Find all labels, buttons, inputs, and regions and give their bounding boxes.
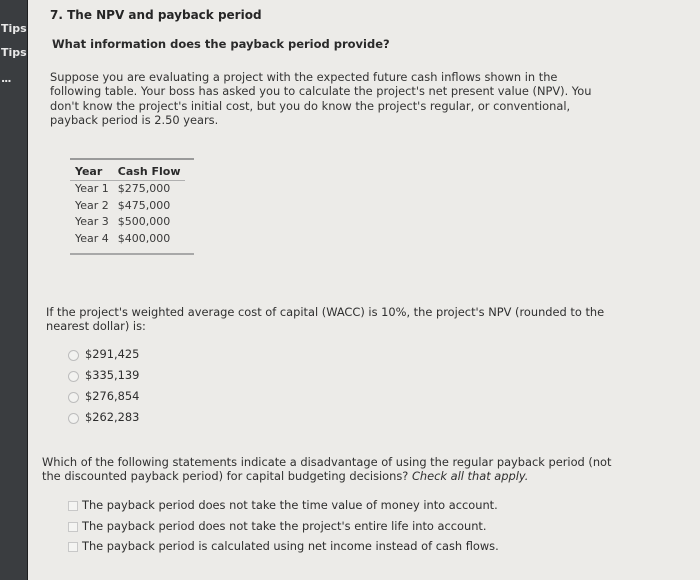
disadvantage-option-label: The payback period is calculated using net income instead of cash flows. (82, 539, 499, 553)
disadvantage-option-label: The payback period does not take the project's entire life into account. (82, 518, 487, 533)
tips-tab-secondary[interactable]: Tips (1, 46, 27, 59)
more-tab[interactable]: ... (1, 72, 11, 85)
problem-description: Suppose you are evaluating a project with the expected future cash inflows shown in the following table. Your boss has asked you to calculate the project's net present value (NPV). You don't know the project's initial cost, but you do know the project's regular, or conventional, payback period is 2.50 years. (50, 70, 592, 127)
problem-content (28, 0, 700, 580)
table-header-row (70, 164, 185, 181)
year-cell: Year 3 (75, 215, 109, 229)
checkbox[interactable] (68, 522, 78, 532)
checkbox[interactable] (68, 501, 78, 511)
section-question: What information does the payback period provide? (52, 37, 390, 51)
problem-title: 7. The NPV and payback period (50, 8, 262, 22)
table-top-rule (70, 158, 194, 160)
cash-flow-cell: $500,000 (117, 215, 171, 229)
cash-flow-table (70, 158, 194, 255)
radio-button[interactable] (68, 350, 79, 361)
radio-button[interactable] (68, 392, 79, 403)
table-row (70, 198, 185, 215)
table-row (70, 231, 185, 248)
cash-flow-cell: $400,000 (117, 231, 171, 245)
disadvantage-question-prompt (42, 455, 632, 484)
tips-sidebar (0, 0, 28, 580)
radio-button[interactable] (68, 371, 79, 382)
cash-flow-cell: $475,000 (117, 198, 171, 212)
npv-option-label: $276,854 (85, 389, 140, 403)
column-header-cash-flow: Cash Flow (113, 164, 185, 181)
disadvantage-option-label: The payback period does not take the time value of money into account. (82, 498, 498, 512)
checkbox[interactable] (68, 542, 78, 552)
year-cell: Year 1 (75, 182, 109, 196)
table-row (70, 181, 185, 198)
table-bottom-rule (70, 253, 194, 255)
cash-flow-cell: $275,000 (117, 182, 171, 196)
table-row (70, 214, 185, 231)
year-cell: Year 2 (75, 198, 109, 212)
radio-button[interactable] (68, 413, 79, 424)
disadvantage-question-text: Which of the following statements indicate a disadvantage of using the regular payback period (not the discounted payback period) for capital budgeting decisions? (42, 455, 612, 484)
npv-question-prompt: If the project's weighted average cost of capital (WACC) is 10%, the project's NPV (rounded to the nearest dollar) is: (46, 305, 605, 334)
tips-tab[interactable]: Tips (1, 22, 27, 35)
check-all-instruction: Check all that apply. (411, 469, 529, 484)
column-header-year: Year (70, 164, 113, 181)
npv-option-label: $262,283 (85, 410, 140, 424)
year-cell: Year 4 (75, 231, 109, 245)
npv-option-label: $335,139 (85, 368, 140, 382)
npv-option-label: $291,425 (85, 347, 140, 361)
